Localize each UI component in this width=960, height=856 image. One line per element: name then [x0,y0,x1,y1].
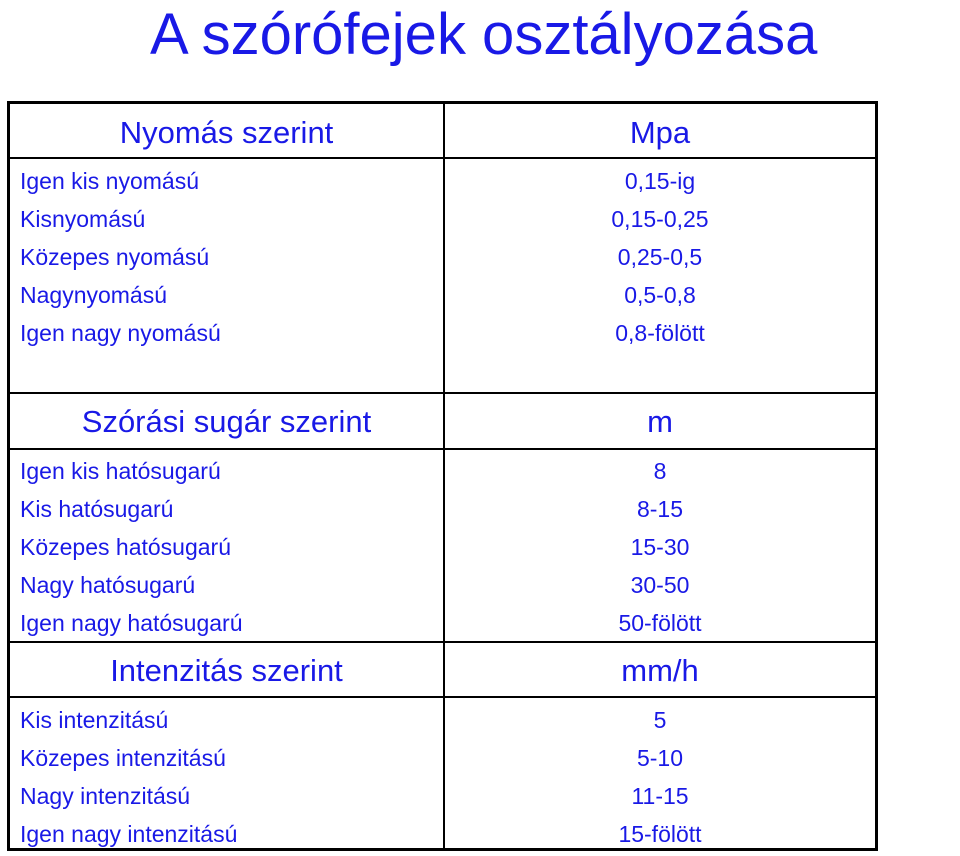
row-value: 5-10 [636,745,684,771]
row-value: 15-fölött [618,821,702,847]
row-value: 5 [653,707,667,733]
row-value: 30-50 [630,572,690,598]
row-value: 15-30 [630,534,690,560]
row-label: Kisnyomású [20,206,146,232]
section-unit-pressure: Mpa [629,115,691,150]
row-label: Igen kis hatósugarú [20,458,221,484]
row-value: 11-15 [631,783,689,809]
row-value: 0,15-ig [624,168,696,194]
row-value: 0,15-0,25 [611,206,709,232]
row-label: Közepes hatósugarú [20,534,231,560]
row-label: Nagynyomású [20,282,168,308]
row-value: 8 [653,458,667,484]
row-value: 8-15 [636,496,684,522]
section-header-intensity: Intenzitás szerint [110,653,343,688]
row-label: Nagy hatósugarú [20,572,196,598]
page-title: A szórófejek osztályozása [150,2,818,67]
row-divider [10,696,875,698]
row-value: 0,5-0,8 [624,282,696,308]
section-header-radius: Szórási sugár szerint [81,404,372,439]
column-divider [443,104,445,848]
row-value: 0,25-0,5 [617,244,703,270]
row-divider [10,157,875,159]
row-divider [10,641,875,643]
row-label: Nagy intenzitású [20,783,191,809]
row-label: Igen nagy intenzitású [20,821,238,847]
row-label: Közepes nyomású [20,244,210,270]
row-label: Kis hatósugarú [20,496,174,522]
row-label: Igen nagy nyomású [20,320,221,346]
row-label: Igen nagy hatósugarú [20,610,243,636]
section-unit-radius: m [647,404,673,439]
row-label: Kis intenzitású [20,707,169,733]
row-divider [10,392,875,394]
section-unit-intensity: mm/h [621,653,699,688]
classification-table [7,101,878,851]
row-value: 50-fölött [618,610,702,636]
section-header-pressure: Nyomás szerint [119,115,334,150]
row-divider [10,448,875,450]
row-label: Közepes intenzitású [20,745,226,771]
row-value: 0,8-fölött [615,320,705,346]
row-label: Igen kis nyomású [20,168,199,194]
